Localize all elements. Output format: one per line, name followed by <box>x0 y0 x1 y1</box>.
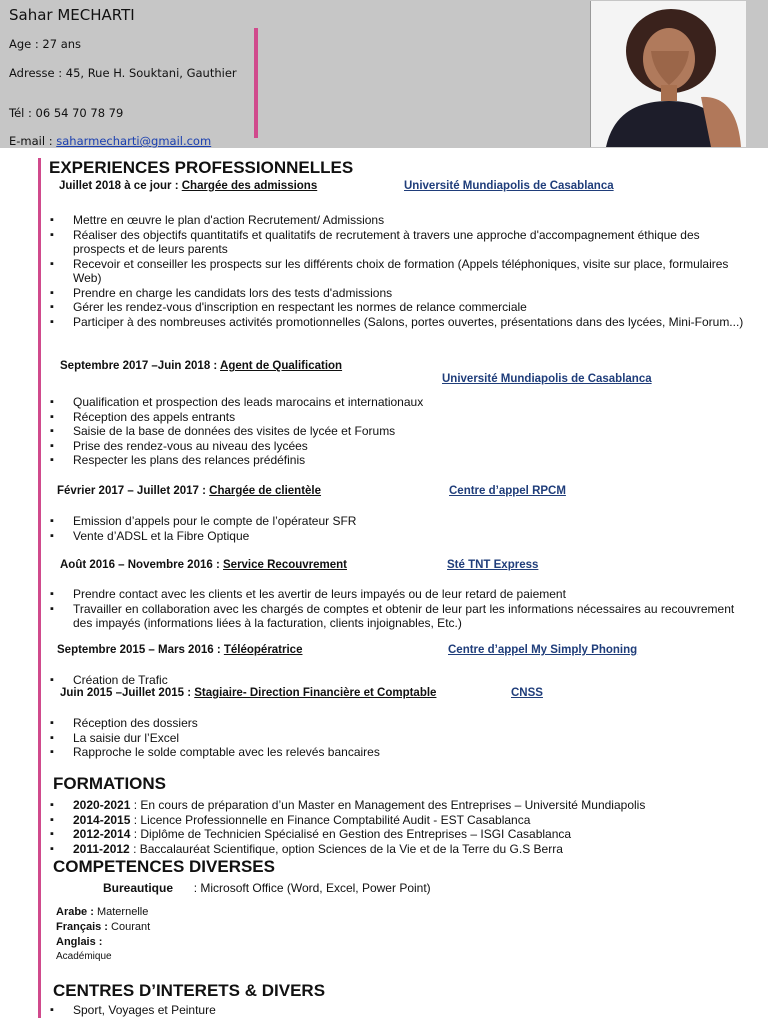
job-5-tasks <box>49 673 749 688</box>
section-heading-competences: COMPETENCES DIVERSES <box>53 857 275 876</box>
list-item: ▪ Qualification et prospection des leads marocains et internationaux <box>49 395 749 410</box>
list-item: ▪ Vente d’ADSL et la Fibre Optique <box>49 529 749 544</box>
job-4-header <box>60 559 347 571</box>
formation-years: 2020-2021 <box>73 798 131 812</box>
job-2-tasks <box>49 395 749 468</box>
language-label: Arabe <box>56 906 88 918</box>
job-employer: Université Mundiapolis de Casablanca <box>442 373 652 385</box>
list-item: ▪ Prendre contact avec les clients et les avertir de leurs impayés ou de leur retard de paiement <box>49 587 749 602</box>
job-employer: Centre d’appel RPCM <box>449 485 566 497</box>
list-item: ▪ Participer à des nombreuses activités promotionnelles (Salons, portes ouvertes, présentations dans des lycées, Mini-Forum...) <box>49 315 749 330</box>
list-item: ▪ Réception des appels entrants <box>49 410 749 425</box>
language-row <box>56 906 148 918</box>
list-item: ▪ Prise des rendez-vous au niveau des lycées <box>49 439 749 454</box>
language-level: Maternelle <box>96 906 149 918</box>
interests-list <box>49 1003 749 1018</box>
formation-years: 2014-2015 <box>73 812 131 827</box>
formation-text: : En cours de préparation d’un Master en Management des Entreprises – Université Mundiapolis <box>130 798 646 812</box>
job-period: Août 2016 – Novembre 2016 : <box>60 559 220 571</box>
job-title: Chargée de clientèle <box>209 485 322 497</box>
left-accent-line <box>38 158 41 1018</box>
formation-years: 2011-2012 <box>73 841 130 856</box>
formation-text: : Diplôme de Technicien Spécialisé en Gestion des Entreprises – ISGI Casablanca <box>130 827 572 841</box>
language-level: Courant <box>111 921 151 933</box>
job-title: Service Recouvrement <box>223 559 348 571</box>
list-item <box>49 842 759 857</box>
job-employer: Université Mundiapolis de Casablanca <box>404 180 614 192</box>
job-3-tasks <box>49 514 749 543</box>
bureautique-value: : Microsoft Office (Word, Excel, Power Point) <box>193 881 431 895</box>
section-heading-interests: CENTRES D’INTERETS & DIVERS <box>53 981 326 1000</box>
formation-text: : Licence Professionnelle en Finance Comptabilité Audit - EST Casablanca <box>130 812 531 827</box>
email-line <box>9 134 211 148</box>
email-link[interactable]: saharmecharti@gmail.com <box>56 134 212 148</box>
list-item <box>49 827 759 842</box>
language-row <box>56 921 150 933</box>
job-period: Septembre 2015 – Mars 2016 : <box>57 644 221 656</box>
job-2-header <box>60 360 342 372</box>
bureautique-row <box>103 881 431 895</box>
language-separator: : <box>87 906 97 918</box>
list-item: ▪ Création de Trafic <box>49 673 749 688</box>
job-5-header <box>57 644 302 656</box>
language-separator: : <box>95 936 103 948</box>
list-item: ▪ Saisie de la base de données des visites de lycée et Forums <box>49 424 749 439</box>
header-band <box>0 0 768 148</box>
bureautique-label: Bureautique <box>103 881 174 895</box>
list-item: ▪ La saisie dur l’Excel <box>49 731 749 746</box>
list-item: ▪ Prendre en charge les candidats lors des tests d'admissions <box>49 286 749 301</box>
section-heading-formations: FORMATIONS <box>53 774 167 793</box>
language-row <box>56 936 102 948</box>
phone-line: Tél : 06 54 70 78 79 <box>9 106 124 120</box>
job-employer: Centre d’appel My Simply Phoning <box>448 644 638 656</box>
candidate-name: Sahar MECHARTI <box>9 6 135 24</box>
language-label: Anglais <box>56 936 96 948</box>
job-title: Téléopératrice <box>223 644 303 656</box>
list-item <box>49 813 759 828</box>
language-label: Français <box>56 921 102 933</box>
list-item: ▪ Gérer les rendez-vous d'inscription en respectant les normes de relance commerciale <box>49 300 749 315</box>
job-3-header <box>57 485 321 497</box>
age-line: Age : 27 ans <box>9 37 82 51</box>
job-period: Juin 2015 –Juillet 2015 : <box>60 687 192 699</box>
list-item: ▪ Sport, Voyages et Peinture <box>49 1003 749 1018</box>
job-period: Septembre 2017 –Juin 2018 : <box>60 360 218 372</box>
job-period: Juillet 2018 à ce jour : <box>59 180 179 192</box>
job-period: Février 2017 – Juillet 2017 : <box>57 485 206 497</box>
job-6-header <box>60 687 436 699</box>
formations-list <box>49 798 759 856</box>
job-4-tasks <box>49 587 749 631</box>
list-item: ▪ Recevoir et conseiller les prospects sur les différents choix de formation (Appels téléphoniques, visite sur place, formulaires Web) <box>49 257 749 286</box>
job-title: Chargée des admissions <box>181 180 318 192</box>
list-item: ▪ Réaliser des objectifs quantitatifs et qualitatifs de recrutement à travers une approche d'accompagnement éthique des prospects et de leurs parents <box>49 228 703 257</box>
list-item <box>49 798 759 813</box>
section-heading-experiences: EXPERIENCES PROFESSIONNELLES <box>49 158 354 177</box>
job-1-header <box>59 180 317 192</box>
list-item: ▪ Rapproche le solde comptable avec les relevés bancaires <box>49 745 749 760</box>
list-item: ▪ Travailler en collaboration avec les chargés de comptes et obtenir de leur part les informations nécessaires au recouvrement des impayés (informations liées à la facturation, clients injoignables, Etc.) <box>49 602 749 631</box>
job-employer: CNSS <box>511 687 543 699</box>
formation-text: : Baccalauréat Scientifique, option Sciences de la Vie et de la Terre du G.S Berra <box>129 841 563 856</box>
anglais-level: Académique <box>56 951 112 962</box>
job-employer: Sté TNT Express <box>447 559 539 571</box>
language-separator: : <box>101 921 112 933</box>
profile-photo <box>590 1 746 147</box>
address-line: Adresse : 45, Rue H. Souktani, Gauthier <box>9 66 237 80</box>
formation-years: 2012-2014 <box>73 827 131 841</box>
job-1-tasks <box>49 213 749 329</box>
list-item: ▪ Respecter les plans des relances prédéfinis <box>49 453 749 468</box>
list-item: ▪ Mettre en œuvre le plan d'action Recrutement/ Admissions <box>49 213 749 228</box>
list-item: ▪ Réception des dossiers <box>49 716 749 731</box>
job-title: Stagiaire- Direction Financière et Comptable <box>194 687 437 699</box>
email-label: E-mail : <box>9 134 53 148</box>
header-divider <box>254 28 258 138</box>
list-item: ▪ Emission d’appels pour le compte de l’opérateur SFR <box>49 514 749 529</box>
job-title: Agent de Qualification <box>220 360 343 372</box>
job-6-tasks <box>49 716 749 760</box>
